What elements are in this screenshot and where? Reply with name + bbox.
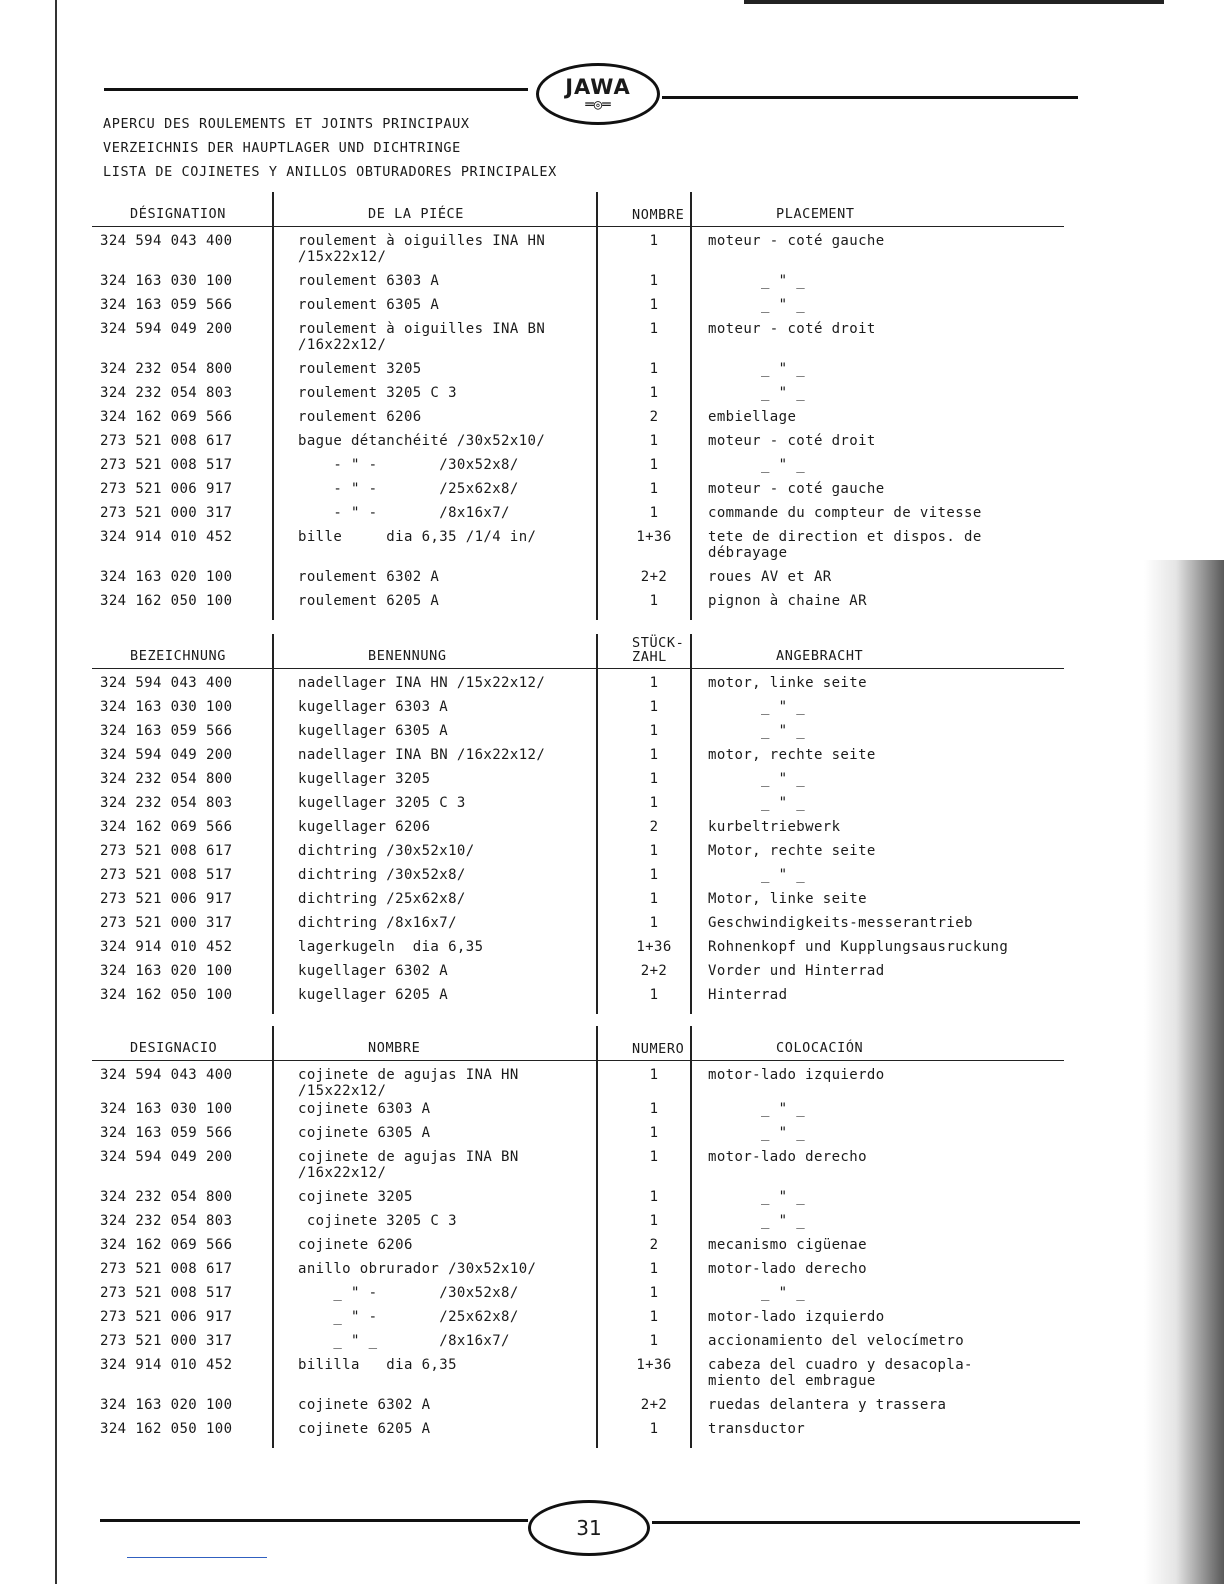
table-row (92, 915, 1064, 939)
table-row (92, 843, 1064, 867)
part-location: Motor, rechte seite (708, 843, 876, 859)
part-number: 273 521 000 317 (100, 1333, 233, 1349)
part-name: roulement à oiguilles INA HN /15x22x12/ (298, 233, 546, 265)
part-name: kugellager 6206 (298, 819, 431, 835)
table-row (92, 795, 1064, 819)
table-row (92, 819, 1064, 843)
part-number: 324 232 054 803 (100, 1213, 233, 1229)
part-number: 324 162 050 100 (100, 987, 233, 1003)
logo-text: JAWA (565, 75, 631, 99)
part-location: _ " _ (708, 723, 806, 739)
part-number: 324 594 049 200 (100, 1149, 233, 1165)
header-name: DE LA PIÉCE (368, 206, 465, 222)
part-number: 324 594 049 200 (100, 747, 233, 763)
table-row (92, 1101, 1064, 1125)
part-number: 273 521 008 517 (100, 867, 233, 883)
part-location: _ " _ (708, 361, 806, 377)
part-name: cojinete 6205 A (298, 1421, 431, 1437)
parts-table-es (92, 1034, 1064, 1445)
part-location: moteur - coté gauche (708, 481, 885, 497)
table-row (92, 723, 1064, 747)
table-row (92, 675, 1064, 699)
part-quantity: 1 (649, 1067, 659, 1083)
part-quantity: 1 (649, 723, 659, 739)
part-location: motor-lado izquierdo (708, 1309, 885, 1325)
part-quantity: 1 (649, 433, 659, 449)
header-quantity: NOMBRE (632, 207, 685, 223)
scan-edge-shadow (1144, 560, 1224, 1584)
part-quantity: 1 (649, 1421, 659, 1437)
table-row (92, 385, 1064, 409)
part-number: 324 162 050 100 (100, 1421, 233, 1437)
part-location: tete de direction et dispos. de débrayage (708, 529, 982, 561)
table-row (92, 233, 1064, 273)
part-name: kugellager 3205 C 3 (298, 795, 466, 811)
part-number: 324 232 054 803 (100, 795, 233, 811)
bottom-underline (127, 1557, 267, 1558)
part-name: bille dia 6,35 /1/4 in/ (298, 529, 537, 545)
part-quantity: 2 (649, 409, 659, 425)
part-name: cojinete de agujas INA HN /15x22x12/ (298, 1067, 519, 1099)
table-row (92, 505, 1064, 529)
part-location: moteur - coté gauche (708, 233, 885, 249)
table-row (92, 273, 1064, 297)
part-location: motor-lado izquierdo (708, 1067, 885, 1083)
header-designation: BEZEICHNUNG (130, 648, 227, 664)
part-quantity: 1 (649, 891, 659, 907)
part-number: 324 914 010 452 (100, 939, 233, 955)
table-body (92, 669, 1064, 1011)
table-row (92, 963, 1064, 987)
table-row (92, 1189, 1064, 1213)
part-location: moteur - coté droit (708, 433, 876, 449)
part-number: 273 521 006 917 (100, 1309, 233, 1325)
part-number: 324 163 020 100 (100, 569, 233, 585)
part-location: roues AV et AR (708, 569, 832, 585)
part-name: kugellager 6205 A (298, 987, 449, 1003)
part-quantity: 1 (649, 747, 659, 763)
part-number: 324 163 059 566 (100, 723, 233, 739)
part-quantity: 1 (649, 1125, 659, 1141)
part-number: 273 521 000 317 (100, 915, 233, 931)
part-quantity: 1+36 (636, 529, 672, 545)
part-quantity: 1 (649, 1285, 659, 1301)
part-location: _ " _ (708, 1285, 806, 1301)
part-quantity: 2+2 (640, 1397, 668, 1413)
part-location: transductor (708, 1421, 806, 1437)
table-row (92, 1309, 1064, 1333)
part-location: embiellage (708, 409, 797, 425)
part-name: cojinete 6305 A (298, 1125, 431, 1141)
table-header (92, 635, 1064, 669)
part-name: _ " - /30x52x8/ (298, 1285, 519, 1301)
part-number: 324 594 049 200 (100, 321, 233, 337)
part-number: 324 914 010 452 (100, 1357, 233, 1373)
part-name: roulement à oiguilles INA BN /16x22x12/ (298, 321, 546, 353)
part-name: - " - /30x52x8/ (298, 457, 519, 473)
part-location: Motor, linke seite (708, 891, 867, 907)
part-name: anillo obrurador /30x52x10/ (298, 1261, 537, 1277)
part-location: mecanismo cigüenae (708, 1237, 867, 1253)
part-location: ruedas delantera y trassera (708, 1397, 947, 1413)
part-quantity: 1 (649, 771, 659, 787)
part-quantity: 2+2 (640, 963, 668, 979)
part-quantity: 2 (649, 819, 659, 835)
part-location: _ " _ (708, 1189, 806, 1205)
part-number: 324 594 043 400 (100, 233, 233, 249)
part-number: 273 521 006 917 (100, 481, 233, 497)
part-name: _ " - /25x62x8/ (298, 1309, 519, 1325)
table-row (92, 1149, 1064, 1189)
header-designation: DESIGNACIO (130, 1040, 218, 1056)
part-quantity: 1 (649, 795, 659, 811)
table-header (92, 1034, 1064, 1061)
part-number: 324 163 030 100 (100, 273, 233, 289)
part-quantity: 1 (649, 385, 659, 401)
table-row (92, 1067, 1064, 1101)
table-row (92, 867, 1064, 891)
part-quantity: 1 (649, 593, 659, 609)
part-quantity: 1 (649, 1149, 659, 1165)
table-row (92, 409, 1064, 433)
part-name: cojinete 6206 (298, 1237, 413, 1253)
logo-wings-icon: ═◎═ (585, 97, 611, 113)
part-quantity: 2+2 (640, 569, 668, 585)
part-quantity: 1 (649, 233, 659, 249)
part-name: kugellager 6305 A (298, 723, 449, 739)
scan-artifact-top (744, 0, 1164, 4)
table-row (92, 457, 1064, 481)
part-number: 324 162 050 100 (100, 593, 233, 609)
part-quantity: 1 (649, 915, 659, 931)
part-location: _ " _ (708, 771, 806, 787)
part-quantity: 1 (649, 321, 659, 337)
title-es: LISTA DE COJINETES Y ANILLOS OBTURADORES PRINCIPALEX (103, 164, 557, 180)
part-quantity: 1 (649, 699, 659, 715)
header-placement: ANGEBRACHT (776, 648, 864, 664)
footer-rule-left (100, 1519, 528, 1522)
part-name: dichtring /8x16x7/ (298, 915, 457, 931)
table-row (92, 1125, 1064, 1149)
part-number: 324 594 043 400 (100, 675, 233, 691)
part-name: cojinete de agujas INA BN /16x22x12/ (298, 1149, 519, 1181)
part-name: roulement 6303 A (298, 273, 440, 289)
part-number: 324 594 043 400 (100, 1067, 233, 1083)
part-quantity: 1 (649, 361, 659, 377)
table-row (92, 481, 1064, 505)
part-quantity: 1 (649, 481, 659, 497)
part-quantity: 1 (649, 1309, 659, 1325)
title-fr: APERCU DES ROULEMENTS ET JOINTS PRINCIPAUX (103, 116, 470, 132)
parts-table-de (92, 635, 1064, 1011)
part-location: _ " _ (708, 795, 806, 811)
part-quantity: 1 (649, 1333, 659, 1349)
header-placement: COLOCACIÓN (776, 1040, 864, 1056)
part-number: 324 163 020 100 (100, 1397, 233, 1413)
part-name: dichtring /30x52x8/ (298, 867, 466, 883)
part-quantity: 1 (649, 1101, 659, 1117)
part-quantity: 1 (649, 867, 659, 883)
part-location: pignon à chaine AR (708, 593, 867, 609)
header-placement: PLACEMENT (776, 206, 855, 222)
part-number: 324 163 020 100 (100, 963, 233, 979)
part-quantity: 1 (649, 1189, 659, 1205)
page-number: 31 (528, 1500, 650, 1556)
part-number: 324 914 010 452 (100, 529, 233, 545)
part-location: _ " _ (708, 385, 806, 401)
part-number: 324 162 069 566 (100, 409, 233, 425)
part-number: 273 521 008 517 (100, 457, 233, 473)
header-rule-left (104, 88, 528, 91)
part-name: - " - /8x16x7/ (298, 505, 510, 521)
part-quantity: 2 (649, 1237, 659, 1253)
part-location: _ " _ (708, 699, 806, 715)
table-header (92, 200, 1064, 227)
table-row (92, 361, 1064, 385)
part-number: 324 162 069 566 (100, 819, 233, 835)
part-number: 324 232 054 803 (100, 385, 233, 401)
table-row (92, 569, 1064, 593)
part-number: 324 232 054 800 (100, 1189, 233, 1205)
part-location: Hinterrad (708, 987, 788, 1003)
part-name: nadellager INA BN /16x22x12/ (298, 747, 546, 763)
part-location: cabeza del cuadro y desacopla- miento del embrague (708, 1357, 973, 1389)
part-number: 324 163 030 100 (100, 1101, 233, 1117)
part-location: _ " _ (708, 867, 806, 883)
page-margin-line (55, 0, 57, 1584)
part-location: motor-lado derecho (708, 1261, 867, 1277)
part-location: motor, linke seite (708, 675, 867, 691)
part-name: roulement 3205 C 3 (298, 385, 457, 401)
part-location: _ " _ (708, 1101, 806, 1117)
part-name: roulement 6305 A (298, 297, 440, 313)
part-number: 273 521 008 617 (100, 1261, 233, 1277)
part-number: 324 163 059 566 (100, 297, 233, 313)
part-quantity: 1 (649, 297, 659, 313)
table-row (92, 1357, 1064, 1397)
part-location: motor-lado derecho (708, 1149, 867, 1165)
part-number: 324 232 054 800 (100, 771, 233, 787)
table-row (92, 891, 1064, 915)
part-name: cojinete 6302 A (298, 1397, 431, 1413)
part-quantity: 1 (649, 273, 659, 289)
part-name: roulement 3205 (298, 361, 422, 377)
table-row (92, 529, 1064, 569)
part-name: dichtring /25x62x8/ (298, 891, 466, 907)
part-quantity: 1 (649, 1213, 659, 1229)
table-row (92, 1237, 1064, 1261)
table-row (92, 433, 1064, 457)
header-quantity: STÜCK- ZAHL (632, 635, 685, 665)
part-name: roulement 6205 A (298, 593, 440, 609)
part-name: - " - /25x62x8/ (298, 481, 519, 497)
part-location: _ " _ (708, 297, 806, 313)
parts-table-fr (92, 200, 1064, 617)
part-name: bililla dia 6,35 (298, 1357, 457, 1373)
part-quantity: 1+36 (636, 939, 672, 955)
part-location: Geschwindigkeits-messerantrieb (708, 915, 973, 931)
part-number: 324 232 054 800 (100, 361, 233, 377)
table-row (92, 593, 1064, 617)
part-location: _ " _ (708, 273, 806, 289)
part-name: roulement 6206 (298, 409, 422, 425)
part-location: moteur - coté droit (708, 321, 876, 337)
table-row (92, 1285, 1064, 1309)
part-quantity: 1 (649, 457, 659, 473)
document-titles (103, 112, 557, 184)
part-number: 273 521 006 917 (100, 891, 233, 907)
header-rule-right (662, 96, 1078, 99)
part-name: dichtring /30x52x10/ (298, 843, 475, 859)
part-name: roulement 6302 A (298, 569, 440, 585)
part-location: _ " _ (708, 1213, 806, 1229)
part-quantity: 1 (649, 1261, 659, 1277)
header-name: NOMBRE (368, 1040, 421, 1056)
part-number: 273 521 000 317 (100, 505, 233, 521)
part-location: Vorder und Hinterrad (708, 963, 885, 979)
table-row (92, 987, 1064, 1011)
part-name: kugellager 3205 (298, 771, 431, 787)
footer-rule-right (652, 1521, 1080, 1524)
part-number: 324 162 069 566 (100, 1237, 233, 1253)
part-number: 324 163 059 566 (100, 1125, 233, 1141)
part-name: cojinete 3205 C 3 (298, 1213, 457, 1229)
part-quantity: 1 (649, 675, 659, 691)
part-location: _ " _ (708, 457, 806, 473)
table-body (92, 227, 1064, 617)
part-location: Rohnenkopf und Kupplungsausruckung (708, 939, 1009, 955)
part-name: lagerkugeln dia 6,35 (298, 939, 484, 955)
table-row (92, 699, 1064, 723)
part-location: commande du compteur de vitesse (708, 505, 982, 521)
part-name: bague détanchéité /30x52x10/ (298, 433, 546, 449)
part-name: _ " _ /8x16x7/ (298, 1333, 510, 1349)
table-row (92, 939, 1064, 963)
part-number: 273 521 008 517 (100, 1285, 233, 1301)
table-body (92, 1061, 1064, 1445)
title-de: VERZEICHNIS DER HAUPTLAGER UND DICHTRINGE (103, 140, 461, 156)
part-quantity: 1 (649, 505, 659, 521)
table-row (92, 1333, 1064, 1357)
part-number: 273 521 008 617 (100, 433, 233, 449)
table-row (92, 1261, 1064, 1285)
part-name: kugellager 6302 A (298, 963, 449, 979)
part-location: _ " _ (708, 1125, 806, 1141)
part-name: cojinete 3205 (298, 1189, 413, 1205)
table-row (92, 321, 1064, 361)
part-quantity: 1 (649, 987, 659, 1003)
table-row (92, 1397, 1064, 1421)
table-row (92, 297, 1064, 321)
part-number: 324 163 030 100 (100, 699, 233, 715)
table-row (92, 771, 1064, 795)
part-name: nadellager INA HN /15x22x12/ (298, 675, 546, 691)
part-name: cojinete 6303 A (298, 1101, 431, 1117)
part-name: kugellager 6303 A (298, 699, 449, 715)
part-location: kurbeltriebwerk (708, 819, 841, 835)
table-row (92, 1421, 1064, 1445)
header-quantity: NUMERO (632, 1041, 685, 1057)
part-location: motor, rechte seite (708, 747, 876, 763)
header-designation: DÉSIGNATION (130, 206, 227, 222)
part-number: 273 521 008 617 (100, 843, 233, 859)
header-name: BENENNUNG (368, 648, 447, 664)
part-location: accionamiento del velocímetro (708, 1333, 965, 1349)
part-quantity: 1+36 (636, 1357, 672, 1373)
table-row (92, 747, 1064, 771)
table-row (92, 1213, 1064, 1237)
part-quantity: 1 (649, 843, 659, 859)
